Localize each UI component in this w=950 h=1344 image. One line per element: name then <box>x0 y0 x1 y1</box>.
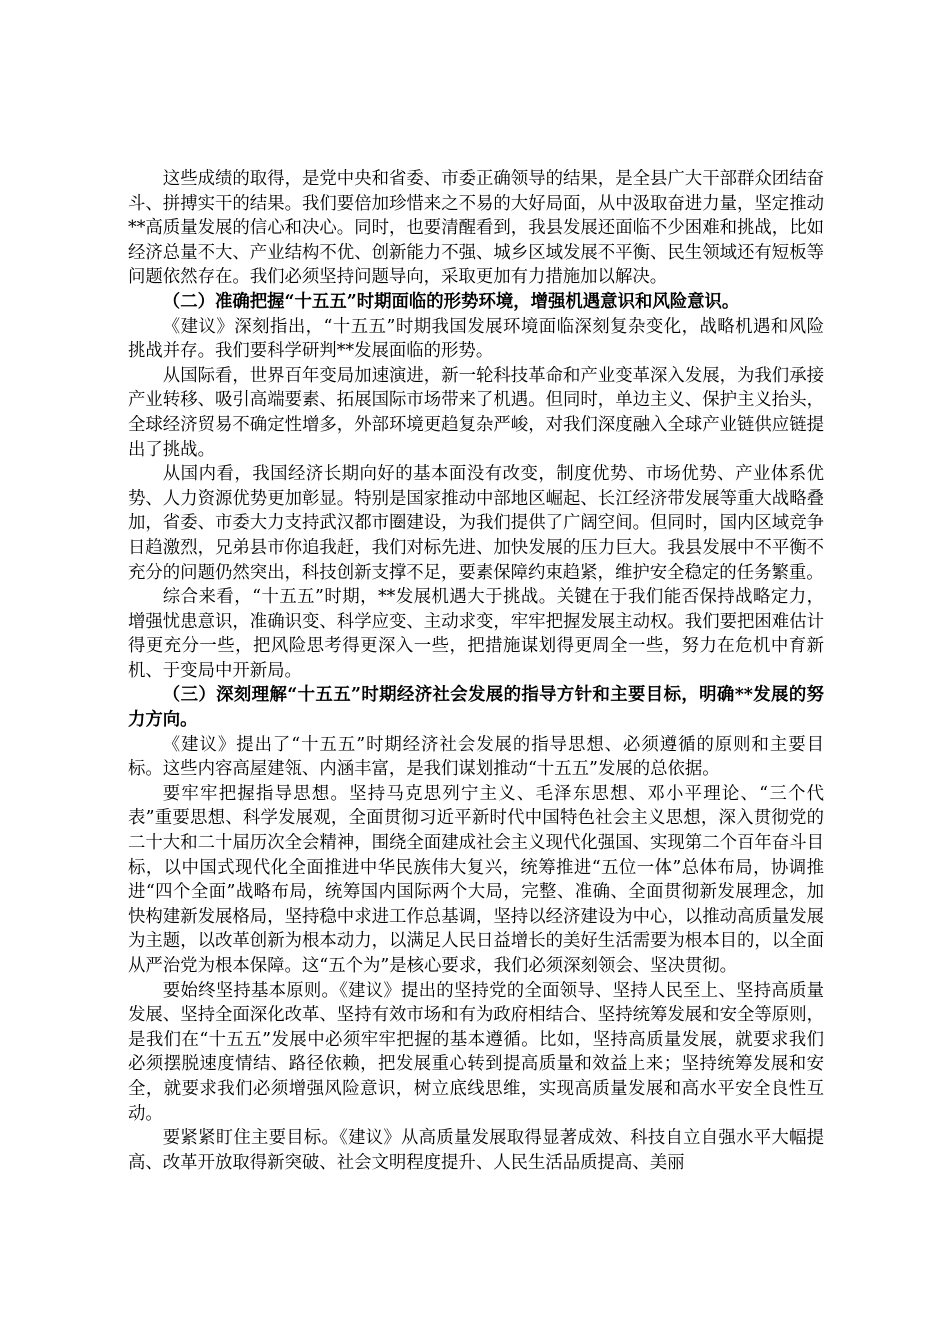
document-page <box>128 167 824 1175</box>
paragraph-main-goals: 要紧紧盯住主要目标。《建议》从高质量发展取得显著成效、科技自立自强水平大幅提高、改革开放取得新突破、社会文明程度提升、人民生活品质提高、美丽 <box>128 1128 824 1173</box>
paragraph-summary: 综合来看，“十五五”时期，**发展机遇大于挑战。关键在于我们能否保持战略定力，增强忧患意识，准确识变、科学应变、主动求变，牢牢把握发展主动权。我们要把困难估计得更充分一些，把风险思考得更深入一些，把措施谋划得更周全一些，努力在危机中育新机、于变局中开新局。 <box>128 587 824 681</box>
paragraph-basic-principles: 要始终坚持基本原则。《建议》提出的坚持党的全面领导、坚持人民至上、坚持高质量发展、坚持全面深化改革、坚持有效市场和有为政府相结合、坚持统筹发展和安全等原则，是我们在“十五五”发展中必须牢牢把握的基本遵循。比如，坚持高质量发展，就要求我们必须摆脱速度情结、路径依赖，把发展重心转到提高质量和效益上来；坚持统筹发展和安全，就要求我们必须增强风险意识，树立底线思维，实现高质量发展和高水平安全良性互动。 <box>128 980 824 1124</box>
section-heading-3: （三）深刻理解“十五五”时期经济社会发展的指导方针和主要目标，明确**发展的努力方向。 <box>128 685 824 731</box>
paragraph-proposal-goals: 《建议》提出了“十五五”时期经济社会发展的指导思想、必须遵循的原则和主要目标。这些内容高屋建瓴、内涵丰富，是我们谋划推动“十五五”发展的总依据。 <box>128 734 824 780</box>
section-heading-2: （二）准确把握“十五五”时期面临的形势环境，增强机遇意识和风险意识。 <box>162 291 740 312</box>
paragraph-achievements: 这些成绩的取得，是党中央和省委、市委正确领导的结果，是全县广大干部群众团结奋斗、拼搏实干的结果。我们要倍加珍惜来之不易的大好局面，从中汲取奋进力量，坚定推动**高质量发展的信心和决心。同时，也要清醒看到，我县发展还面临不少困难和挑战，比如经济总量不大、产业结构不优、创新能力不强、城乡区域发展不平衡、民生领域还有短板等问题依然存在。我们必须坚持问题导向，采取更加有力措施加以解决。 <box>128 169 824 288</box>
paragraph-international: 从国际看，世界百年变局加速演进，新一轮科技革命和产业变革深入发展，为我们承接产业转移、吸引高端要素、拓展国际市场带来了机遇。但同时，单边主义、保护主义抬头，全球经济贸易不确定性增多，外部环境更趋复杂严峻，对我们深度融入全球产业链供应链提出了挑战。 <box>128 365 824 460</box>
paragraph-domestic: 从国内看，我国经济长期向好的基本面没有改变，制度优势、市场优势、产业体系优势、人力资源优势更加彰显。特别是国家推动中部地区崛起、长江经济带发展等重大战略叠加，省委、市委大力支持武汉都市圈建设，为我们提供了广阔空间。但同时，国内区域竞争日趋激烈，兄弟县市你追我赶，我们对标先进、加快发展的压力巨大。我县发展中不平衡不充分的问题仍然突出，科技创新支撑不足，要素保障约束趋紧，维护安全稳定的任务繁重。 <box>128 464 824 583</box>
paragraph-proposal-situation: 《建议》深刻指出，“十五五”时期我国发展环境面临深刻复杂变化，战略机遇和风险挑战并存。我们要科学研判**发展面临的形势。 <box>128 316 824 362</box>
paragraph-guiding-thought: 要牢牢把握指导思想。坚持马克思列宁主义、毛泽东思想、邓小平理论、“三个代表”重要思想、科学发展观，全面贯彻习近平新时代中国特色社会主义思想，深入贯彻党的二十大和二十届历次全会精神，围绕全面建成社会主义现代化强国、实现第二个百年奋斗目标，以中国式现代化全面推进中华民族伟大复兴，统筹推进“五位一体”总体布局，协调推进“四个全面”战略布局，统筹国内国际两个大局，完整、准确、全面贯彻新发展理念，加快构建新发展格局，坚持稳中求进工作总基调，坚持以经济建设为中心，以推动高质量发展为主题，以改革创新为根本动力，以满足人民日益增长的美好生活需要为根本目的，以全面从严治党为根本保障。这“五个为”是核心要求，我们必须深刻领会、坚决贯彻。 <box>128 783 824 976</box>
